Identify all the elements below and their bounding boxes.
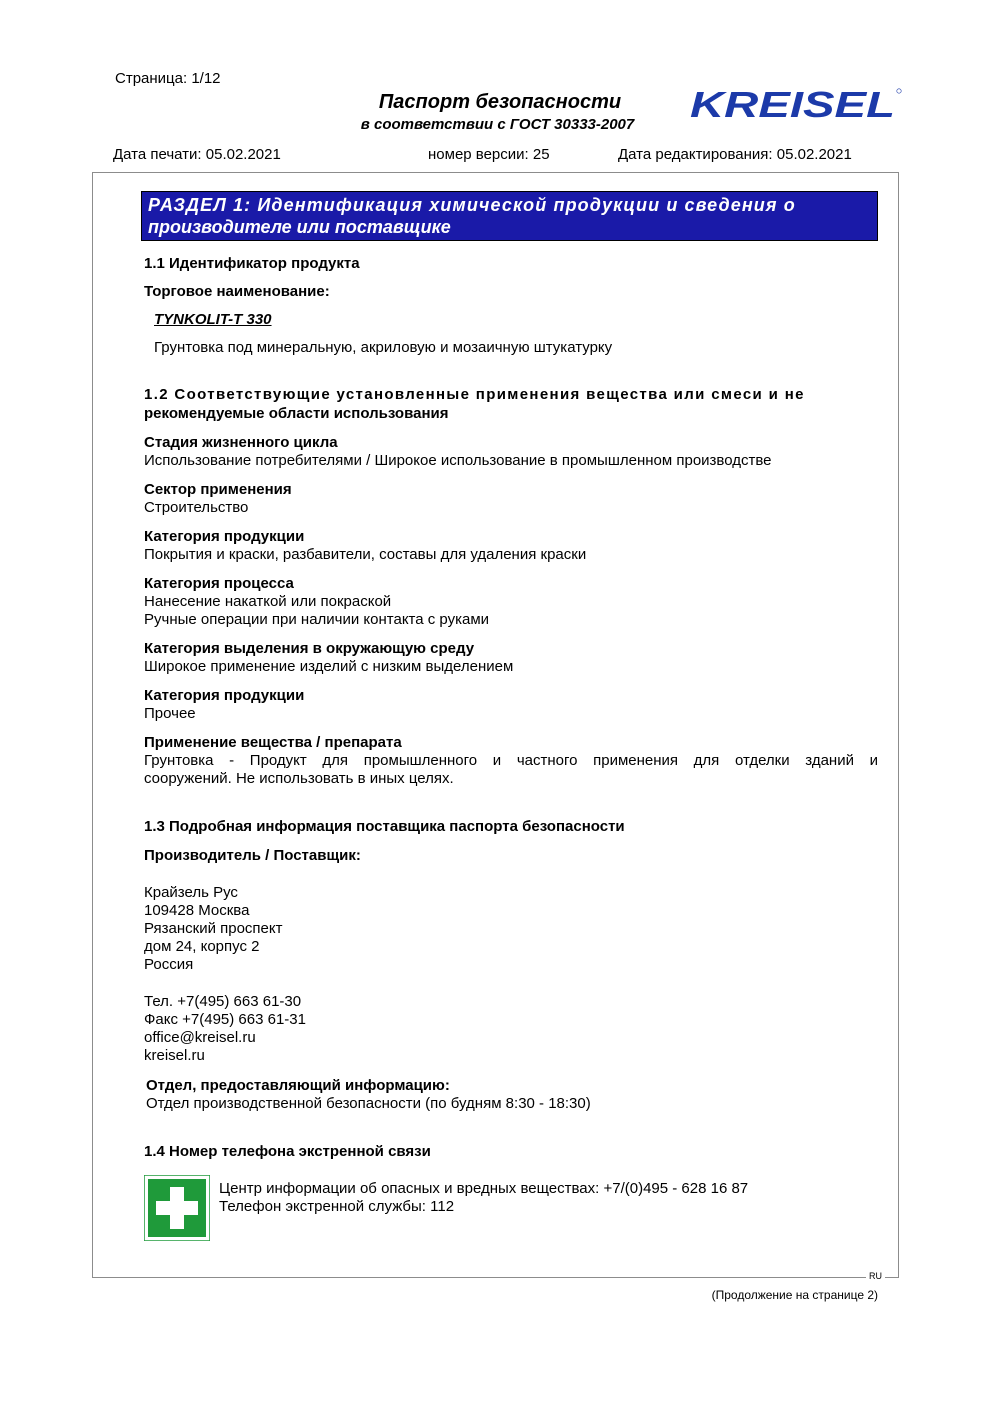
process-category-value-2: Ручные операции при наличии контакта с руками [144, 611, 490, 628]
section-title-line2: производителе или поставщике [148, 217, 451, 237]
section-content [144, 254, 878, 1216]
version-number: номер версии: 25 [428, 146, 550, 163]
sector-label: Сектор применения [144, 481, 292, 498]
use-label: Применение вещества / препарата [144, 734, 402, 751]
edit-date: Дата редактирования: 05.02.2021 [618, 146, 852, 163]
heading-1-2-line2: рекомендуемые области использования [144, 405, 449, 422]
supplier-address [144, 884, 878, 974]
lifecycle-label: Стадия жизненного цикла [144, 434, 338, 451]
emergency-center-line: Центр информации об опасных и вредных веществах: +7/(0)495 - 628 16 87 [219, 1180, 749, 1197]
department-value: Отдел производственной безопасности (по будням 8:30 - 18:30) [146, 1095, 591, 1112]
heading-1-1: 1.1 Идентификатор продукта [144, 255, 360, 272]
product-name: TYNKOLIT-T 330 [154, 311, 272, 328]
heading-1-4: 1.4 Номер телефона экстренной связи [144, 1143, 431, 1160]
process-category-value-1: Нанесение накаткой или покраской [144, 593, 392, 610]
product-category-2-label: Категория продукции [144, 687, 305, 704]
department-label: Отдел, предоставляющий информацию: [146, 1077, 450, 1094]
heading-1-3: 1.3 Подробная информация поставщика паспорта безопасности [144, 818, 625, 835]
phone: Тел. +7(495) 663 61-30 [144, 993, 302, 1010]
document-subtitle: в соответствии с ГОСТ 30333-2007 [360, 116, 635, 133]
email-link[interactable]: office@kreisel.ru [144, 1029, 256, 1046]
section-title-bar [141, 191, 878, 241]
website-link[interactable]: kreisel.ru [144, 1047, 205, 1064]
environment-category-label: Категория выделения в окружающую среду [144, 640, 475, 657]
trade-name-label: Торговое наименование: [144, 283, 330, 300]
lifecycle-value: Использование потребителями / Широкое использование в промышленном производстве [144, 452, 772, 469]
use-value-line1: Грунтовка - Продукт для промышленного и частного применения для отделки зданий и [144, 752, 878, 769]
document-title: Паспорт безопасности [378, 91, 622, 113]
emergency-service-line: Телефон экстренной службы: 112 [219, 1198, 455, 1215]
product-category-value: Покрытия и краски, разбавители, составы для удаления краски [144, 546, 587, 563]
emergency-info [219, 1180, 878, 1216]
address-line: дом 24, корпус 2 [144, 938, 260, 955]
address-line: Рязанский проспект [144, 920, 283, 937]
print-date: Дата печати: 05.02.2021 [113, 146, 281, 163]
product-category-label: Категория продукции [144, 528, 305, 545]
sector-value: Строительство [144, 499, 249, 516]
address-line: Крайзель Рус [144, 884, 238, 901]
supplier-contacts [144, 993, 878, 1065]
process-category-label: Категория процесса [144, 575, 294, 592]
product-category-2-value: Прочее [144, 705, 196, 722]
fax: Факс +7(495) 663 61-31 [144, 1011, 306, 1028]
environment-category-value: Широкое применение изделий с низким выделением [144, 658, 514, 675]
use-value-line2: сооружений. Не использовать в иных целях. [144, 770, 454, 787]
product-description: Грунтовка под минеральную, акриловую и мозаичную штукатурку [154, 339, 613, 356]
address-line: Россия [144, 956, 194, 973]
supplier-label: Производитель / Поставщик: [144, 847, 361, 864]
first-aid-icon [144, 1175, 210, 1241]
section-title-line1: РАЗДЕЛ 1: Идентификация химической продукции и сведения о [148, 195, 796, 215]
kreisel-logo [688, 84, 903, 124]
page-number: Страница: 1/12 [115, 70, 221, 87]
language-code: RU [866, 1271, 885, 1281]
address-line: 109428 Москва [144, 902, 250, 919]
continued-note: (Продолжение на странице 2) [711, 1288, 878, 1302]
heading-1-2-line1: 1.2 Соответствующие установленные применения вещества или смеси и не [144, 386, 805, 403]
logo-text: KREISEL [690, 84, 895, 124]
